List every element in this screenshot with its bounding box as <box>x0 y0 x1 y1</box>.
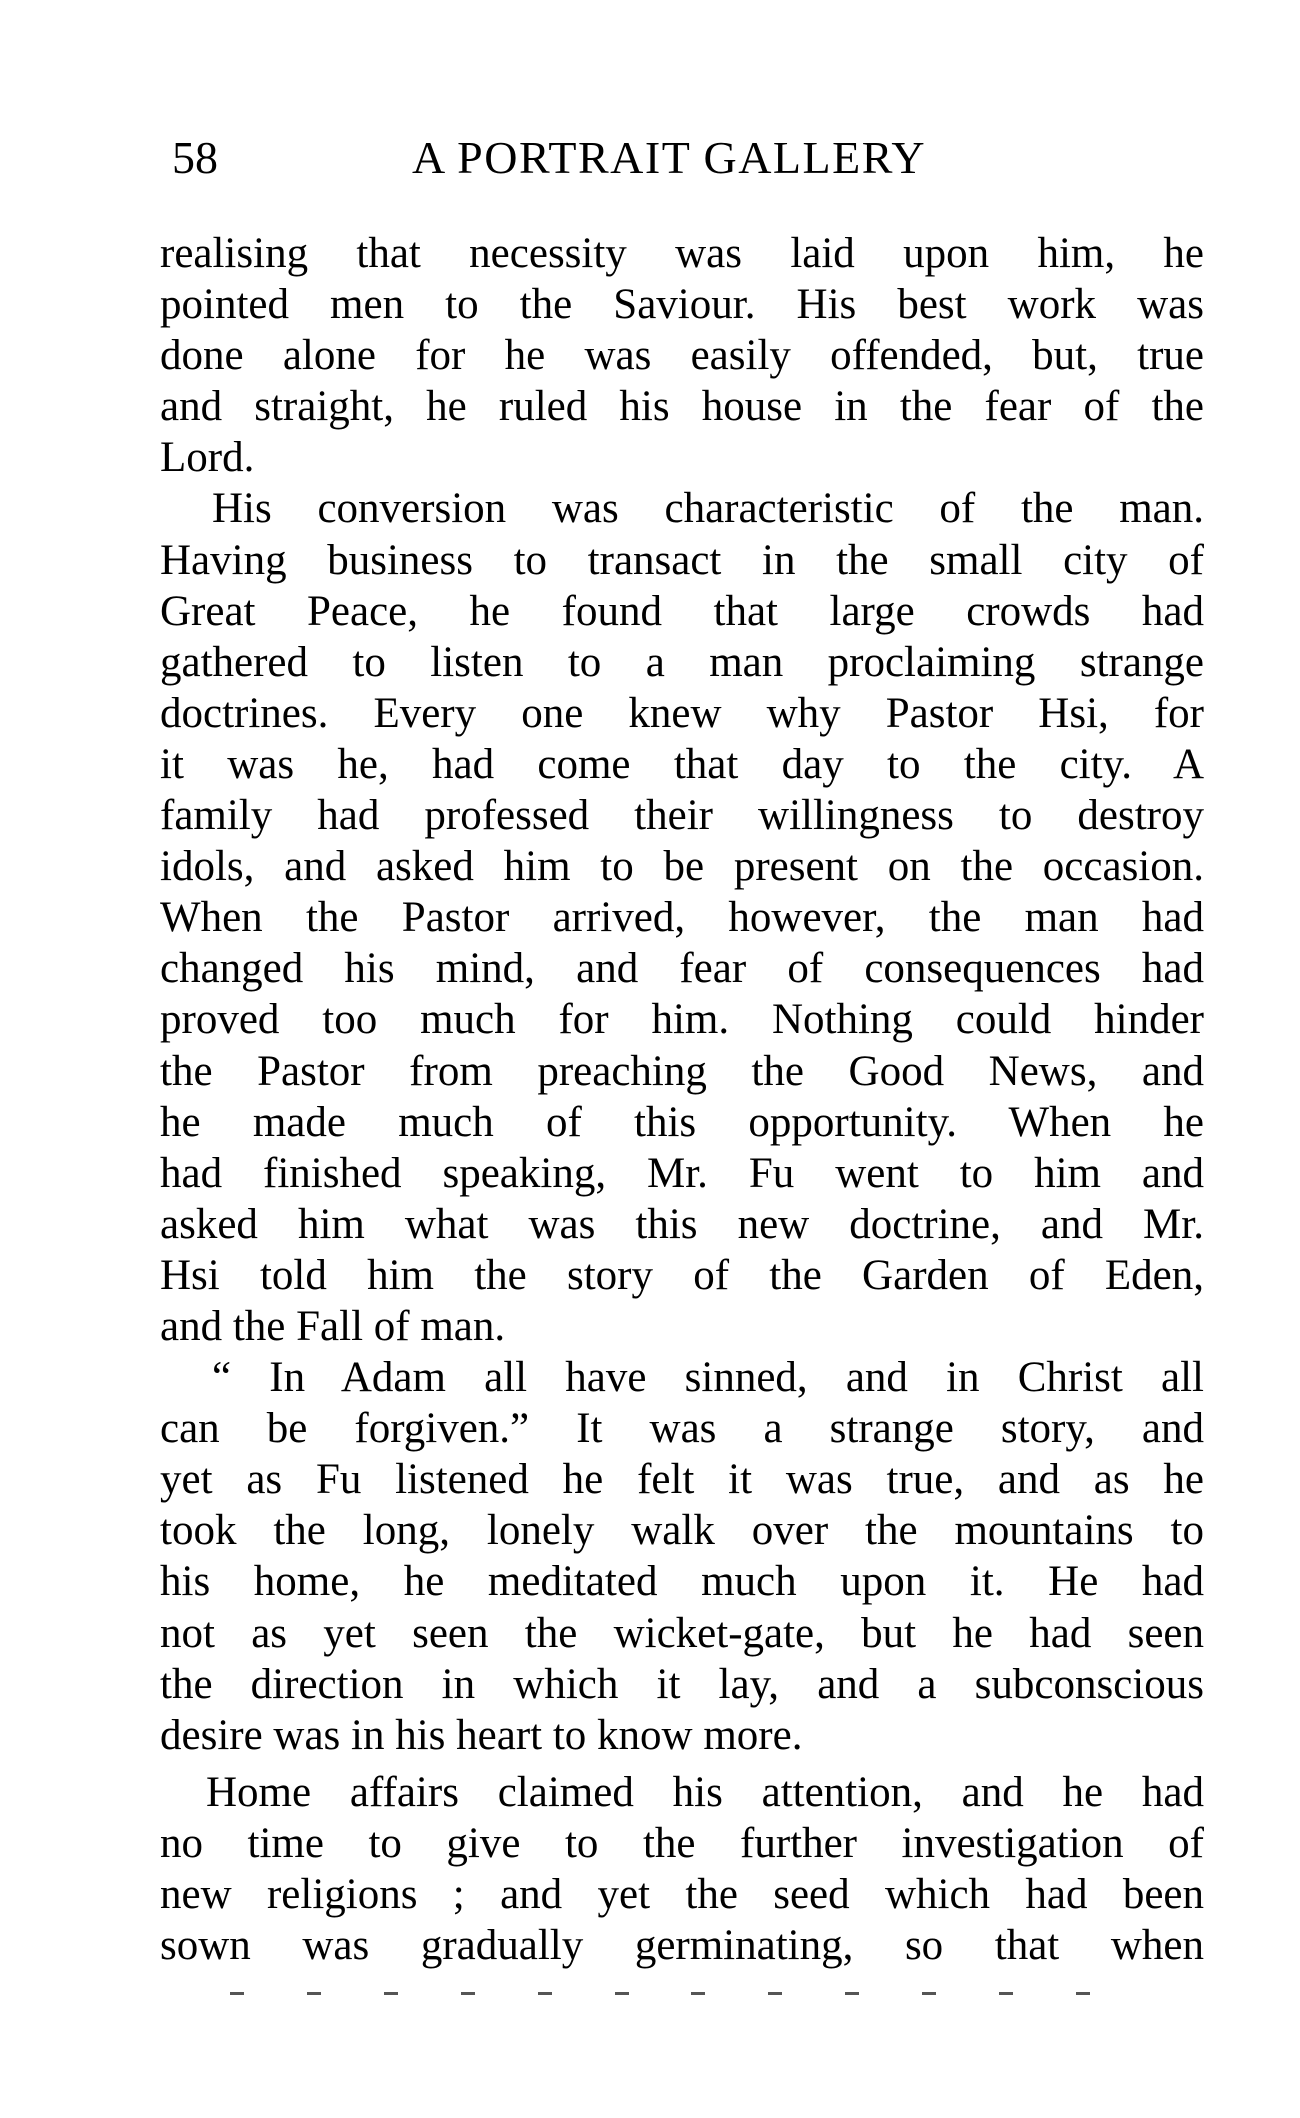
ink-mark <box>922 1992 936 1995</box>
text-line: family had professed their willingness to destroy <box>160 792 1204 840</box>
ink-mark <box>615 1992 629 1995</box>
text-line: “ In Adam all have sinned, and in Christ all <box>212 1354 1204 1402</box>
ink-mark <box>768 1992 782 1995</box>
text-line: not as yet seen the wicket-gate, but he had seen <box>160 1609 1204 1657</box>
cut-off-next-line <box>230 1992 1090 1996</box>
ink-mark <box>230 1992 244 1995</box>
text-line: gathered to listen to a man proclaiming strange <box>160 638 1204 686</box>
text-line: doctrines. Every one knew why Pastor Hsi, for <box>160 689 1204 737</box>
text-line: proved too much for him. Nothing could hinder <box>160 996 1204 1044</box>
ink-mark <box>307 1992 321 1995</box>
text-line: pointed men to the Saviour. His best work was <box>160 281 1204 329</box>
text-line: new religions ; and yet the seed which had been <box>160 1871 1204 1918</box>
text-line: Having business to transact in the small city of <box>160 536 1204 584</box>
text-line: his home, he meditated much upon it. He had <box>160 1558 1204 1606</box>
text-line: When the Pastor arrived, however, the man had <box>160 894 1204 942</box>
text-line: realising that necessity was laid upon him, he <box>160 230 1204 277</box>
ink-mark <box>384 1992 398 1995</box>
text-line: His conversion was characteristic of the man. <box>212 485 1204 533</box>
ink-mark <box>461 1992 475 1995</box>
text-line: can be forgiven.” It was a strange story, and <box>160 1405 1204 1453</box>
text-line: Hsi told him the story of the Garden of Eden, <box>160 1251 1204 1299</box>
text-line: yet as Fu listened he felt it was true, and as he <box>160 1456 1204 1504</box>
text-line: and straight, he ruled his house in the fear of the <box>160 383 1204 431</box>
body-text <box>160 228 1204 1971</box>
text-line: he made much of this opportunity. When he <box>160 1098 1204 1146</box>
ink-mark <box>845 1992 859 1995</box>
text-line: idols, and asked him to be present on the occasion. <box>160 843 1204 891</box>
ink-mark <box>1076 1992 1090 1995</box>
text-line: took the long, lonely walk over the mountains to <box>160 1507 1204 1555</box>
text-line: asked him what was this new doctrine, and Mr. <box>160 1200 1204 1248</box>
text-line: the direction in which it lay, and a subconscious <box>160 1660 1204 1708</box>
text-line: Home affairs claimed his attention, and he had <box>206 1768 1204 1816</box>
text-line: it was he, had come that day to the city. A <box>160 740 1204 788</box>
text-line: had finished speaking, Mr. Fu went to him and <box>160 1149 1204 1197</box>
text-line: Lord. <box>160 434 255 482</box>
text-line: desire was in his heart to know more. <box>160 1711 803 1759</box>
page-number: 58 <box>172 132 218 183</box>
ink-mark <box>999 1992 1013 1995</box>
text-line: done alone for he was easily offended, but, true <box>160 332 1204 380</box>
text-line: the Pastor from preaching the Good News, and <box>160 1047 1204 1095</box>
text-line: changed his mind, and fear of consequences had <box>160 945 1204 993</box>
text-line: no time to give to the further investigation of <box>160 1819 1204 1867</box>
text-line: Great Peace, he found that large crowds had <box>160 587 1204 635</box>
text-line: and the Fall of man. <box>160 1302 506 1350</box>
text-line: sown was gradually germinating, so that when <box>160 1922 1204 1970</box>
ink-mark <box>691 1992 705 1995</box>
running-title: A PORTRAIT GALLERY <box>412 132 927 183</box>
running-head <box>172 128 1192 188</box>
ink-mark <box>538 1992 552 1995</box>
